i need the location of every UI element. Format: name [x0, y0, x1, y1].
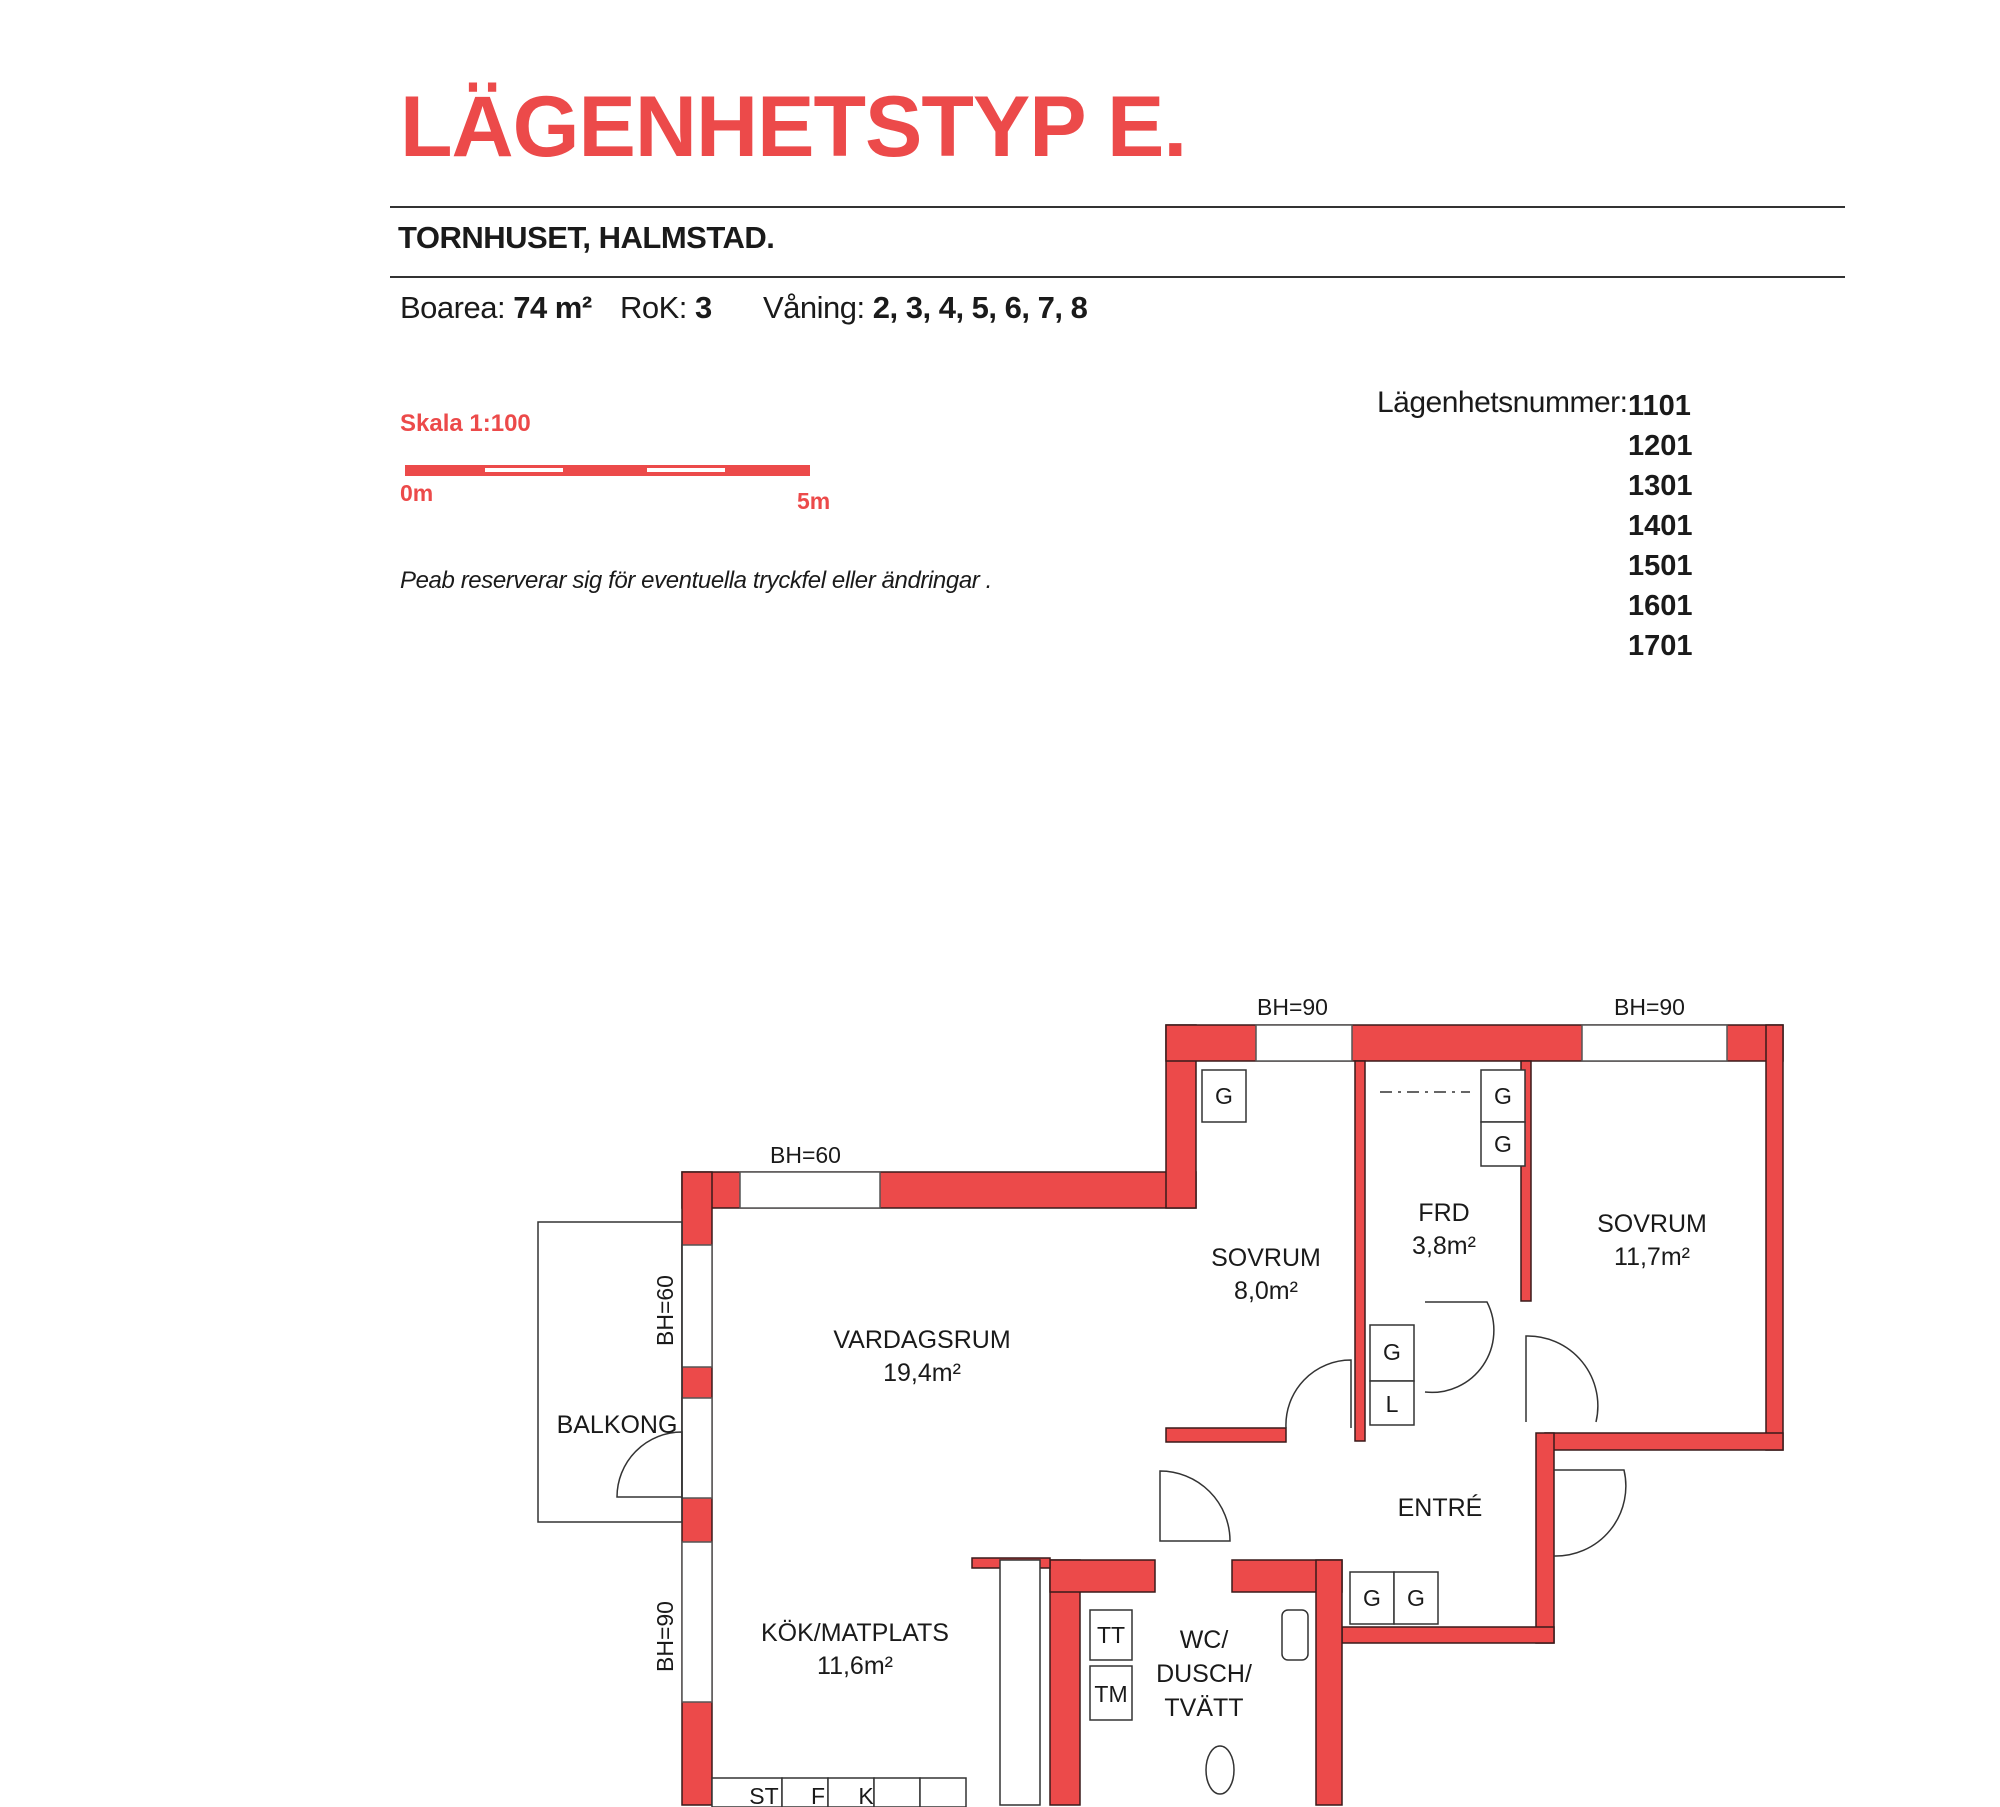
- kitchen-cabinet: [874, 1778, 920, 1807]
- balcony-door-opening: [682, 1398, 712, 1498]
- room-name: DUSCH/: [1156, 1660, 1252, 1688]
- fixture-label: G: [1494, 1131, 1512, 1157]
- wall: [1355, 1061, 1365, 1441]
- wall: [1050, 1560, 1080, 1805]
- door-swing: [1526, 1336, 1598, 1422]
- fixture-label: G: [1363, 1585, 1381, 1611]
- window-label: BH=90: [1614, 994, 1685, 1020]
- rok-value: 3: [695, 290, 712, 325]
- window-label: BH=60: [652, 1275, 678, 1346]
- fixture-label: G: [1383, 1339, 1401, 1365]
- room-area: 8,0m²: [1234, 1277, 1298, 1305]
- wall: [1545, 1433, 1783, 1450]
- sink: [1282, 1610, 1308, 1660]
- door-swing: [1554, 1470, 1626, 1556]
- project-subtitle: TORNHUSET, HALMSTAD.: [398, 220, 775, 255]
- apartment-number: 1101: [1628, 390, 1691, 422]
- apartment-number: 1201: [1628, 430, 1693, 462]
- apartment-number-label: Lägenhetsnummer:: [1377, 386, 1628, 419]
- fixture-label: L: [1385, 1391, 1399, 1417]
- window: [1256, 1025, 1352, 1061]
- page-title: LÄGENHETSTYP E.: [400, 79, 1187, 175]
- disclaimer: Peab reserverar sig för eventuella tryckfel eller ändringar .: [400, 567, 992, 594]
- room-area: 11,7m²: [1614, 1243, 1690, 1271]
- window: [740, 1172, 880, 1208]
- apartment-number: 1301: [1628, 470, 1693, 502]
- toilet: [1206, 1746, 1234, 1794]
- boarea-label: Boarea:: [400, 290, 506, 325]
- room-name: WC/: [1179, 1626, 1229, 1654]
- door-swing: [1286, 1360, 1351, 1428]
- fixture-label: G: [1215, 1083, 1233, 1109]
- kitchen-counter: [1000, 1560, 1040, 1805]
- walls: [682, 1025, 1783, 1805]
- vaning-label: Våning:: [763, 290, 865, 325]
- door-swing: [1160, 1471, 1230, 1541]
- window-label: BH=90: [1257, 994, 1328, 1020]
- room-area: 19,4m²: [883, 1359, 961, 1387]
- vaning-value: 2, 3, 4, 5, 6, 7, 8: [872, 290, 1088, 325]
- scale-start-label: 0m: [400, 480, 434, 506]
- balcony-outline: [538, 1222, 682, 1522]
- fixture-label: K: [858, 1783, 874, 1807]
- window: [682, 1245, 712, 1367]
- wall: [1050, 1560, 1155, 1592]
- boarea-value: 74 m²: [513, 290, 592, 325]
- wall: [1342, 1627, 1554, 1643]
- fixture-label: TM: [1094, 1681, 1128, 1707]
- room-name: BALKONG: [556, 1411, 678, 1439]
- windows: [682, 1025, 1727, 1702]
- window: [1582, 1025, 1727, 1061]
- window-label: BH=90: [652, 1601, 678, 1672]
- window-label: BH=60: [770, 1142, 841, 1168]
- apartment-number: 1701: [1628, 630, 1693, 662]
- room-name: ENTRÉ: [1397, 1494, 1483, 1522]
- apartment-number: 1401: [1628, 510, 1693, 542]
- scale-label: Skala 1:100: [400, 410, 531, 437]
- wall: [1766, 1025, 1783, 1450]
- fixture-label: ST: [749, 1783, 779, 1807]
- room-name: FRD: [1418, 1199, 1470, 1227]
- room-area: 11,6m²: [817, 1652, 893, 1680]
- fixture-label: G: [1407, 1585, 1425, 1611]
- room-name: SOVRUM: [1597, 1210, 1707, 1238]
- window: [682, 1542, 712, 1702]
- room-name: KÖK/MATPLATS: [760, 1619, 950, 1647]
- fixture-label: TT: [1096, 1622, 1126, 1648]
- fixture-label: G: [1494, 1083, 1512, 1109]
- rok-label: RoK:: [620, 290, 687, 325]
- door-swing: [1425, 1302, 1494, 1392]
- scale-end-label: 5m: [797, 488, 831, 514]
- balcony-door-swing: [617, 1432, 682, 1497]
- room-name: TVÄTT: [1164, 1694, 1244, 1722]
- wall: [1316, 1560, 1342, 1805]
- kitchen-cabinet: [920, 1778, 966, 1807]
- wall: [1166, 1428, 1286, 1442]
- room-name: VARDAGSRUM: [833, 1326, 1011, 1354]
- apartment-number: 1501: [1628, 550, 1693, 582]
- apartment-number: 1601: [1628, 590, 1693, 622]
- fixture-label: F: [810, 1783, 826, 1807]
- room-area: 3,8m²: [1412, 1232, 1476, 1260]
- wall: [1536, 1433, 1554, 1643]
- room-name: SOVRUM: [1211, 1244, 1321, 1272]
